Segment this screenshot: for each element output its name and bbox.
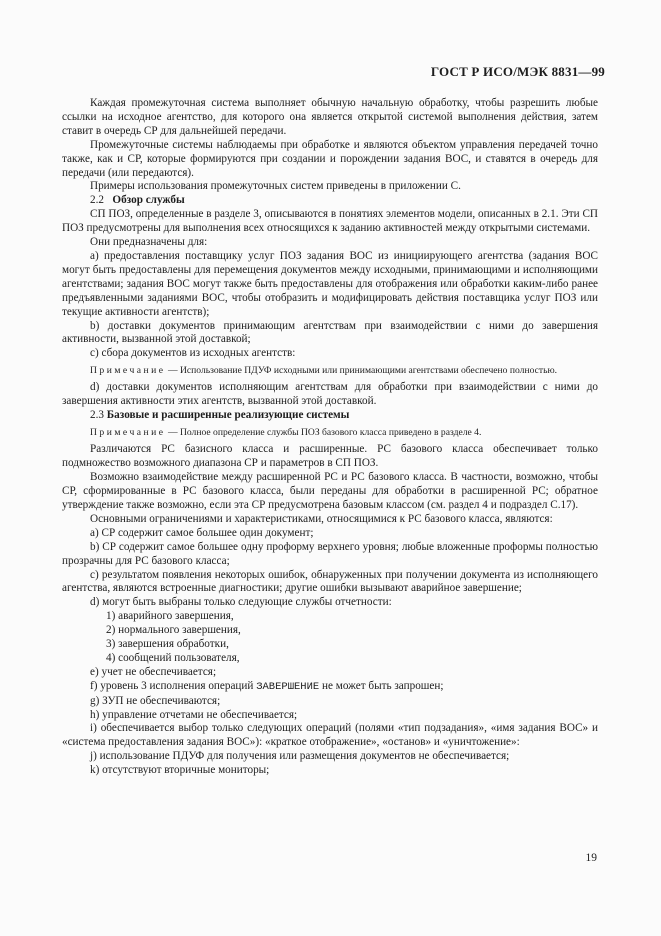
section-number: 2.3 <box>90 409 104 422</box>
sub-list-item: 1) аварийного завершения, <box>106 610 234 623</box>
section-title: Базовые и расширенные реализующие системы <box>106 409 350 422</box>
list-item: а) СР содержит самое большее один документ; <box>90 526 314 539</box>
list-item: е) учет не обеспечивается; <box>90 665 217 678</box>
sub-list-item: 3) завершения обработки, <box>106 638 229 651</box>
section-title: Обзор службы <box>112 194 185 207</box>
paragraph: Различаются РС базисного класса и расширенные. РС базового класса обеспечивает только подмножество возможного диапазона СР и параметров в СП ПОЗ. <box>62 443 598 470</box>
paragraph: Промежуточные системы наблюдаемы при обработке и являются объектом управления передачей точно также, как и СР, которые формируются при создании и порождении задания ВОС, и ставятся в очередь для передачи (или передаются). <box>62 138 598 179</box>
note <box>62 427 598 439</box>
section-heading-2-3 <box>62 409 598 423</box>
operation-name: ЗАВЕРШЕНИЕ <box>256 680 320 693</box>
sub-list-item: 2) нормального завершения, <box>106 624 241 637</box>
list-item: а) предоставления поставщику услуг ПОЗ задания ВОС из инициирующего агентства (задания ВОС могут быть предоставлены для перемещения документов между исходными, принимающими и исполняющими агентствами; задания ВОС могут также быть предоставлены для отображения или обработки каким-либо ранее предъявленными заданиями ВОС, чтобы отобразить и модифицировать действия поставщика услуг ПОЗ или текущие активности агентств); <box>62 249 598 318</box>
paragraph: Каждая промежуточная система выполняет обычную начальную обработку, чтобы разрешить любые ссылки на исходное агентство, для которого она является открытой системой выполнения действия, затем ставит в очередь СР для дальнейшей передачи. <box>62 97 598 137</box>
sub-list-item: 4) сообщений пользователя, <box>106 651 240 664</box>
page-body <box>62 97 598 778</box>
list-item: b) доставки документов принимающим агентствам при взаимодействии с ними до завершения активности, вызванной этой доставкой; <box>62 319 598 346</box>
page-number: 19 <box>585 852 597 864</box>
list-item: с) результатом появления некоторых ошибок, обнаруженных при получении документа из исполняющего агентства, являются встроенные диагностики; другие ошибки вызывают аварийное завершение; <box>62 568 598 595</box>
list-item: i) обеспечивается выбор только следующих операций (полями «тип подзадания», «имя задания ВОС» и «система предоставления задания ВОС»): «краткое отображение», «останов» и «уничтожение»: <box>62 722 598 749</box>
paragraph: Возможно взаимодействие между расширенной РС и РС базового класса. В частности, возможно, чтобы СР, сформированные в РС базового класса, были переданы для обработки в расширенной РС; обратное утверждение также возможно, если эта СР предусмотрена базовым классом (см. раздел 4 и подраздел С.17). <box>62 471 598 511</box>
list-item: h) управление отчетами не обеспечивается; <box>90 708 298 721</box>
list-item-text: f) уровень 3 исполнения операций <box>90 679 257 692</box>
paragraph: СП ПОЗ, определенные в разделе 3, описываются в понятиях элементов модели, описанных в 2.1. Эти СП ПОЗ предусмотрены для выполнения всех относящихся к заданию активностей между открытыми системами. <box>62 208 598 235</box>
page-header: ГОСТ Р ИСО/МЭК 8831—99 <box>430 64 605 79</box>
note-text: — Использование ПДУФ исходными или принимающими агентствами обеспечено полностью. <box>165 365 558 377</box>
paragraph: Примеры использования промежуточных систем приведены в приложении С. <box>90 180 461 193</box>
list-item: g) ЗУП не обеспечиваются; <box>90 694 221 707</box>
list-item <box>62 680 598 695</box>
note-label: Примечание <box>90 427 166 439</box>
list-item: d) доставки документов исполняющим агентствам для обработки при взаимодействии с ними до завершения активности этих агентств, вызванной этой доставкой. <box>62 381 598 408</box>
paragraph: Основными ограничениями и характеристиками, относящимися к РС базового класса, являются: <box>90 512 553 525</box>
note-label: Примечание <box>90 365 166 377</box>
note <box>62 365 598 377</box>
list-item: b) СР содержит самое большее одну проформу верхнего уровня; любые вложенные проформы полностью прозрачны для РС базового класса; <box>62 540 598 567</box>
list-item: j) использование ПДУФ для получения или размещения документов не обеспечивается; <box>90 750 510 763</box>
list-item: k) отсутствуют вторичные мониторы; <box>90 764 270 777</box>
section-heading-2-2 <box>62 194 598 208</box>
section-number: 2.2 <box>90 194 104 207</box>
note-text: — Полное определение службы ПОЗ базового класса приведено в разделе 4. <box>165 427 482 439</box>
list-item: с) сбора документов из исходных агентств: <box>90 347 296 360</box>
list-item: d) могут быть выбраны только следующие службы отчетности: <box>90 596 392 609</box>
list-item-text: не может быть запрошен; <box>319 679 444 692</box>
paragraph: Они предназначены для: <box>90 236 208 249</box>
